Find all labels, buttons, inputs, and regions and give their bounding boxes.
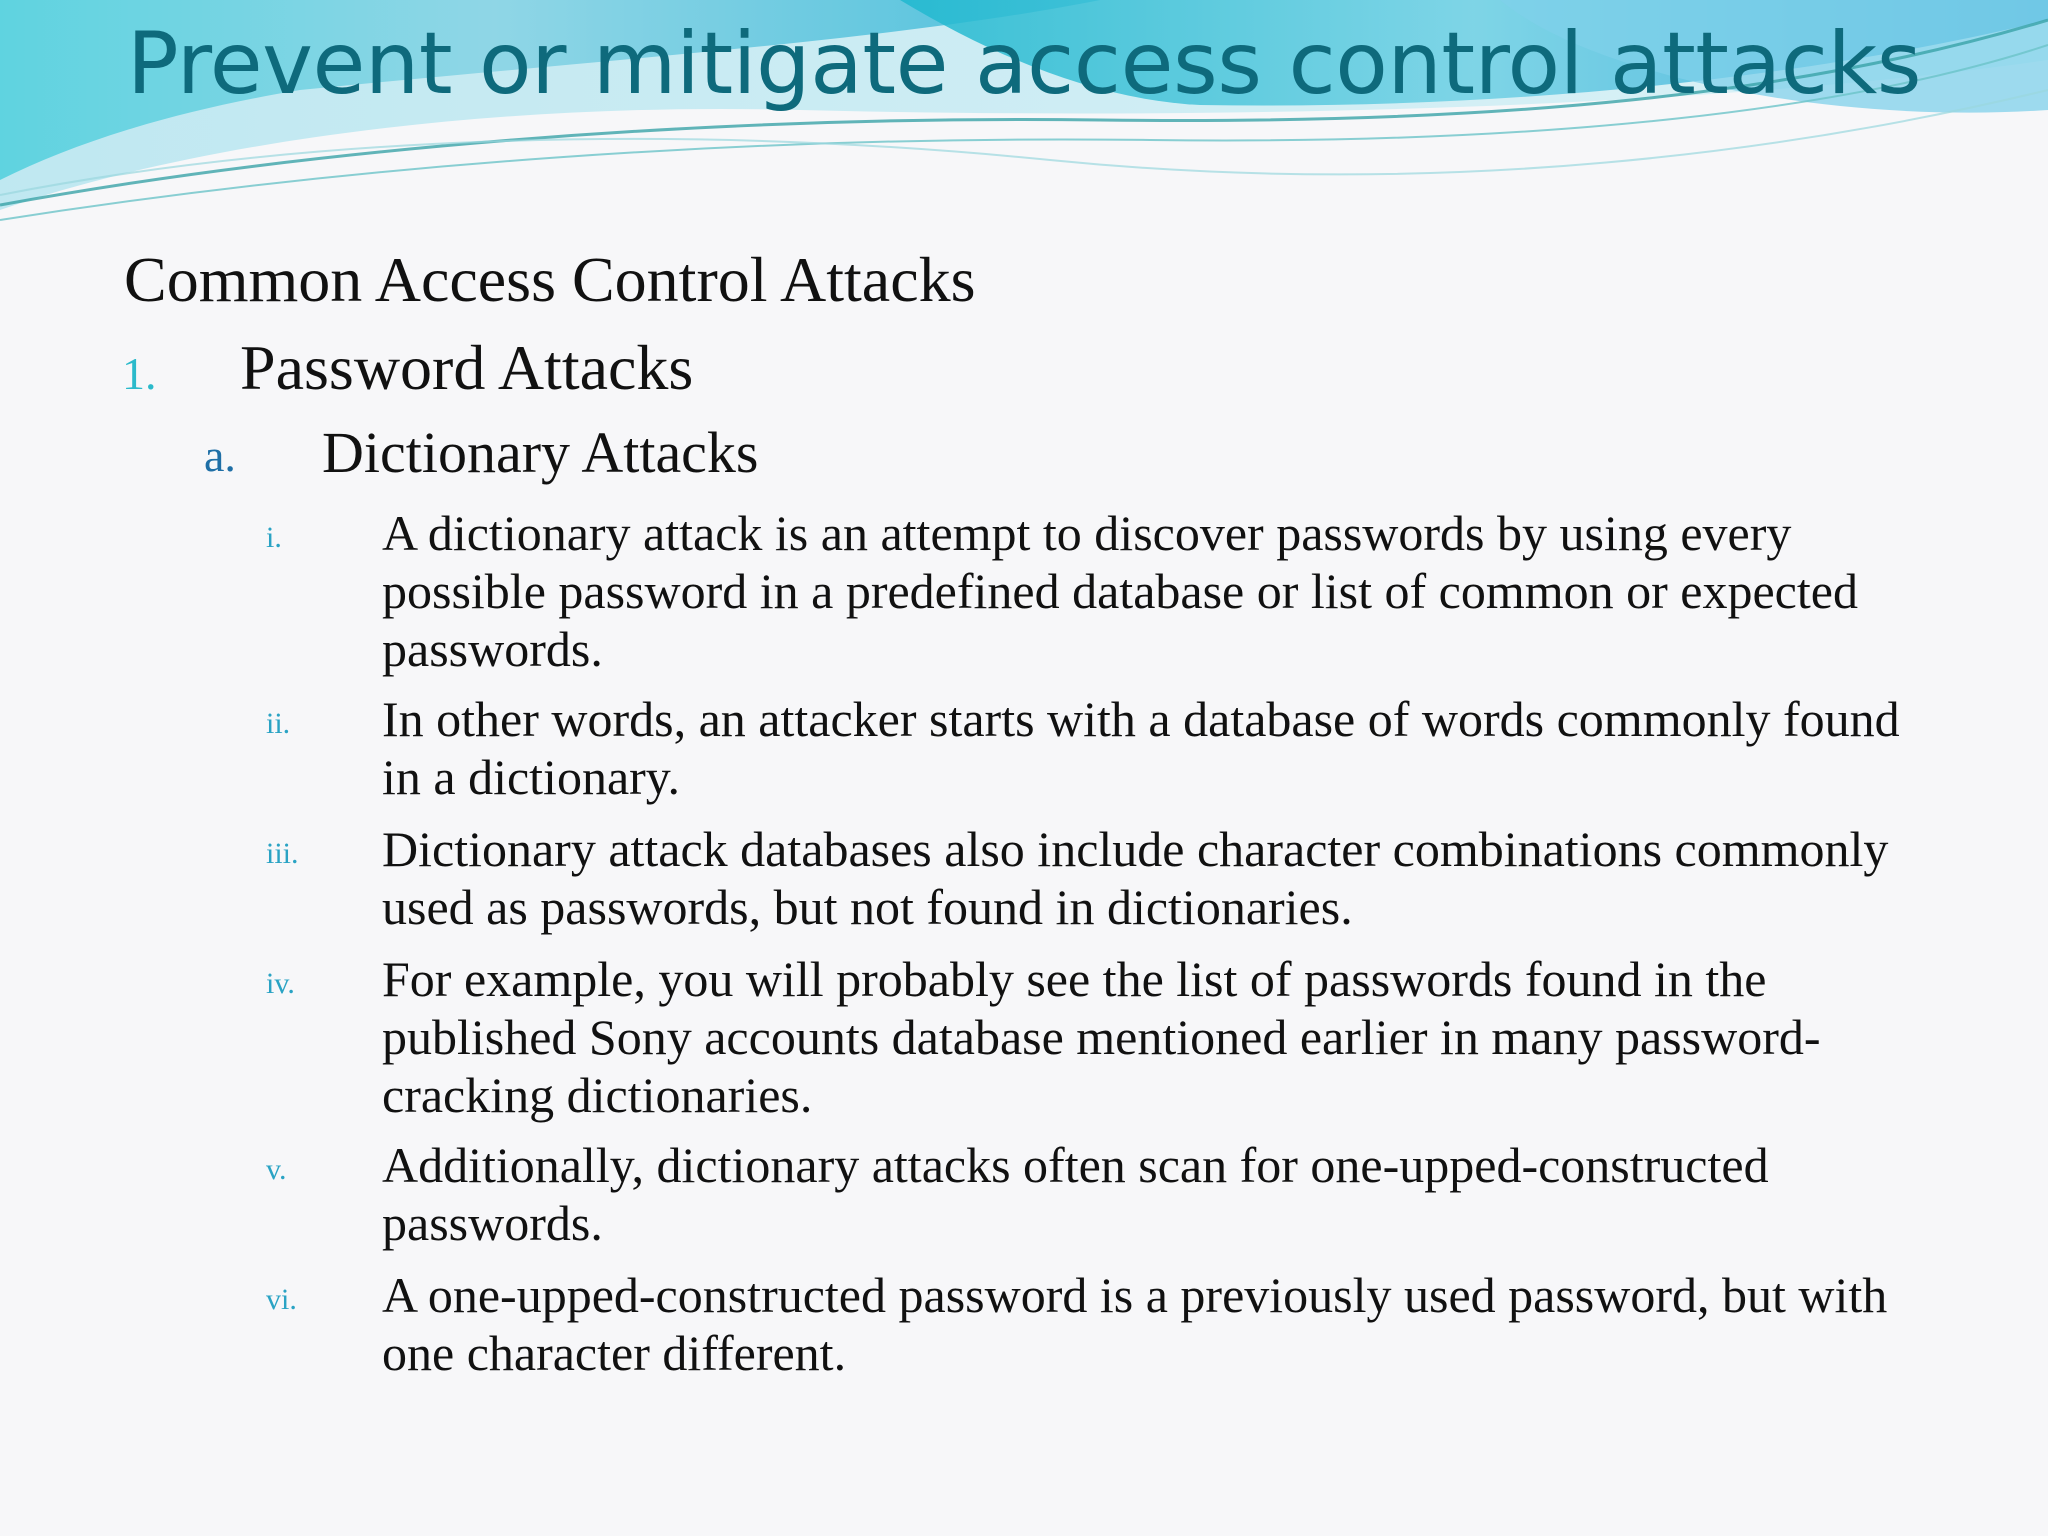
point-numeral: vi.	[266, 1283, 297, 1316]
point-numeral: i.	[266, 521, 282, 554]
point-numeral: v.	[266, 1153, 287, 1186]
outline-level2-item	[0, 418, 2048, 488]
point-text: For example, you will probably see the list of passwords found in the published Sony accounts database mentioned earlier in many password-cracking dictionaries.	[382, 951, 1821, 1123]
section-heading: Common Access Control Attacks	[124, 244, 976, 315]
point-text: A dictionary attack is an attempt to discover passwords by using every possible password in a predefined database or list of common or expected passwords.	[382, 505, 1858, 677]
point-numeral: iv.	[266, 967, 295, 1000]
point-text: Dictionary attack databases also include character combinations commonly used as passwords, but not found in dictionaries.	[382, 821, 1889, 935]
point-text: In other words, an attacker starts with a database of words commonly found in a dictionary.	[382, 691, 1900, 805]
outline-level1-item	[0, 330, 2048, 406]
level2-letter: a.	[204, 430, 236, 481]
point-numeral: ii.	[266, 707, 291, 740]
point-numeral: iii.	[266, 837, 299, 870]
level1-number: 1.	[122, 348, 157, 399]
level2-label: Dictionary Attacks	[322, 420, 759, 485]
slide-title: Prevent or mitigate access control attacks	[126, 14, 1922, 114]
level1-label: Password Attacks	[240, 332, 694, 403]
point-text: Additionally, dictionary attacks often scan for one-upped-constructed passwords.	[382, 1137, 1769, 1251]
point-text: A one-upped-constructed password is a previously used password, but with one character different.	[382, 1267, 1888, 1381]
